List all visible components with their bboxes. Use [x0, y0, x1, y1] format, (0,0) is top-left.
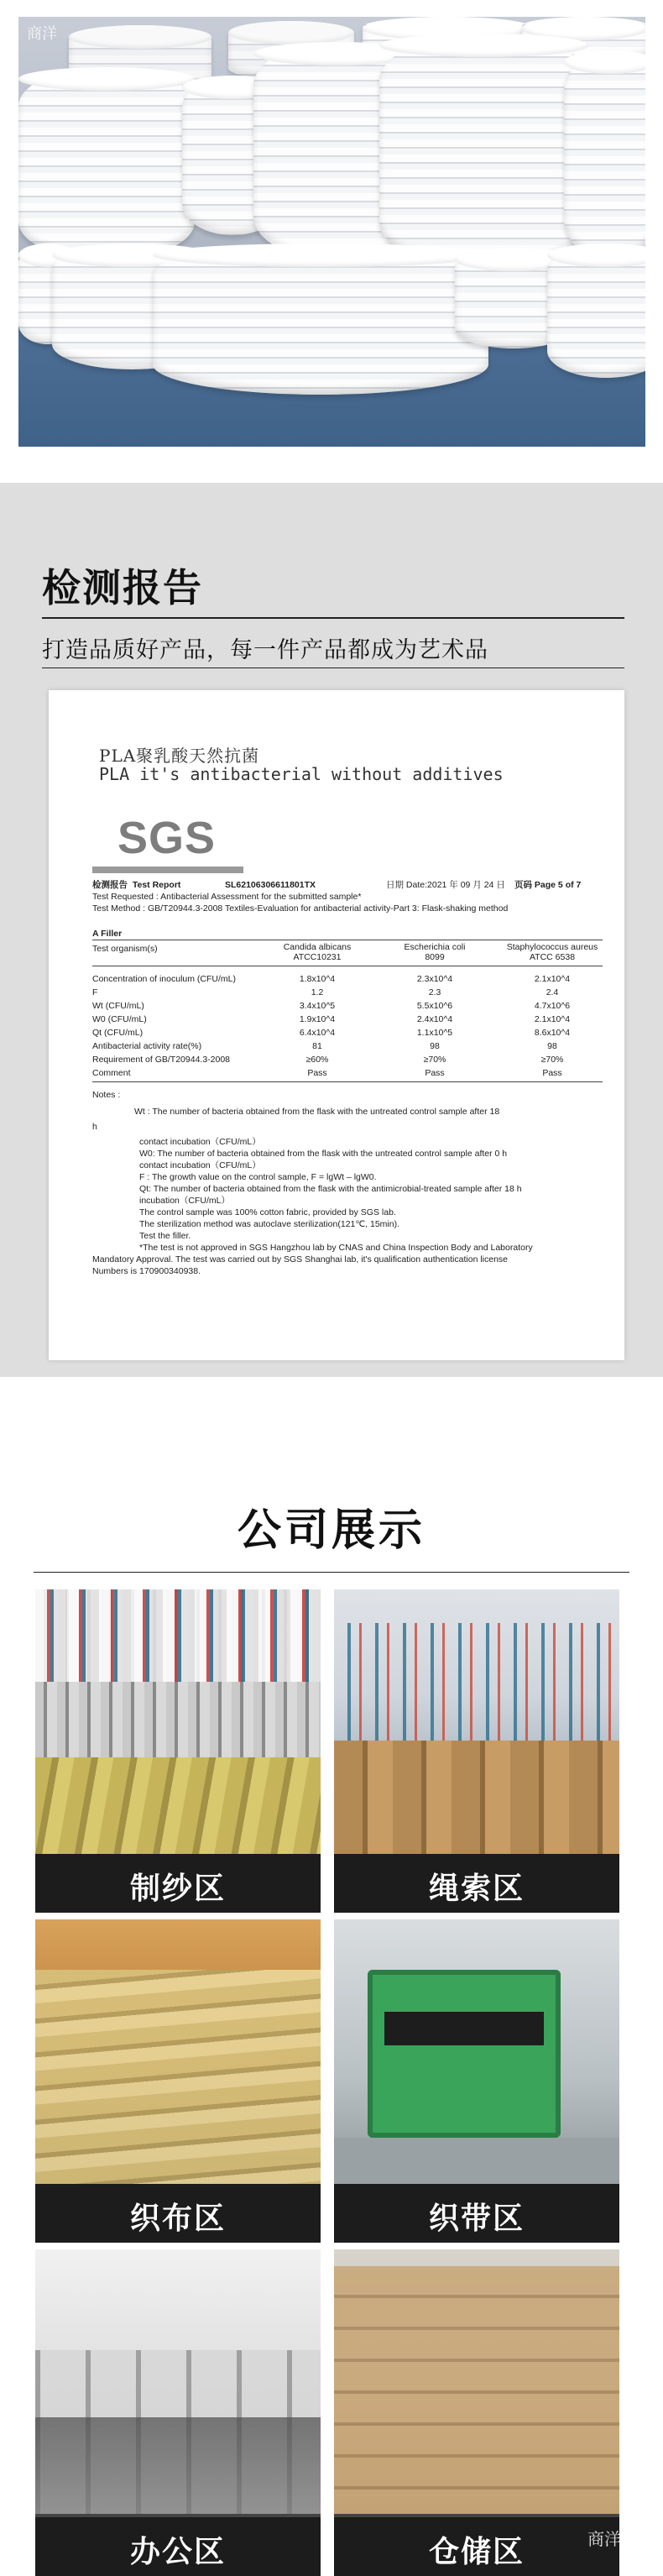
- table-row-label: Comment: [92, 1068, 131, 1078]
- note-line: W0: The number of bacteria obtained from the flask with the untreated control sample after 0 h: [139, 1149, 508, 1159]
- area-label: 办公区: [129, 2534, 226, 2569]
- note-line: *The test is not approved in SGS Hangzhou lab by CNAS and China Inspection Body and Laboratory: [139, 1243, 533, 1253]
- note-line: The control sample was 100% cotton fabric, provided by SGS lab.: [139, 1207, 396, 1217]
- table-cell: Pass: [425, 1068, 445, 1078]
- sgs-certificate: [49, 690, 624, 1360]
- watermark-text: 商洋: [27, 25, 57, 43]
- divider: [42, 617, 624, 619]
- table-cell: Pass: [307, 1068, 327, 1078]
- area-label: 绳索区: [428, 1871, 525, 1906]
- watermark-text: 商洋: [587, 2529, 621, 2549]
- table-cell: 2.1x10^4: [534, 1014, 571, 1024]
- showcase-title: 公司展示: [237, 1505, 425, 1556]
- table-row-label: Antibacterial activity rate(%): [92, 1041, 202, 1051]
- table-cell: Pass: [542, 1068, 562, 1078]
- note-line: Wt : The number of bacteria obtained from the flask with the untreated control sample after 18: [134, 1107, 500, 1117]
- area-card-warehouse: [334, 2249, 619, 2576]
- table-cell: 2.1x10^4: [534, 974, 571, 984]
- table-cell: ≥60%: [305, 1055, 329, 1065]
- report-number: SL62106306611801TX: [225, 880, 316, 890]
- note-line: contact incubation（CFU/mL）: [139, 1137, 261, 1147]
- area-label: 仓储区: [428, 2534, 525, 2569]
- area-card-weaving: [35, 1919, 321, 2243]
- table-cell: 81: [312, 1041, 322, 1051]
- note-line: Numbers is 170900340938.: [92, 1266, 201, 1276]
- table-header-col: Candida albicans ATCC10231: [283, 942, 352, 962]
- table-cell: 2.3: [428, 987, 441, 997]
- area-label: 制纱区: [129, 1871, 226, 1906]
- section-label: A Filler: [92, 929, 123, 939]
- table-header-col: Staphylococcus aureus ATCC 6538: [506, 942, 598, 962]
- note-line: contact incubation（CFU/mL）: [139, 1160, 261, 1170]
- divider: [34, 1572, 629, 1573]
- table-cell: 2.4: [546, 987, 559, 997]
- note-line: Test the filler.: [139, 1231, 191, 1241]
- report-label: 检测报告 Test Report: [92, 880, 181, 890]
- table-cell: 4.7x10^6: [534, 1001, 571, 1011]
- area-label: 织带区: [428, 2201, 525, 2236]
- notes-label: Notes :: [92, 1090, 121, 1100]
- table-header-label: Test organism(s): [92, 944, 158, 954]
- table-header-col: Escherichia coli 8099: [404, 942, 466, 962]
- certificate-heading-cn: PLA聚乳酸天然抗菌: [99, 746, 260, 766]
- note-line: h: [92, 1122, 97, 1132]
- table-cell: 2.4x10^4: [416, 1014, 453, 1024]
- table-row-label: F: [92, 987, 98, 997]
- table-cell: 8.6x10^4: [534, 1028, 571, 1038]
- table-cell: ≥70%: [540, 1055, 564, 1065]
- table-cell: 3.4x10^5: [299, 1001, 336, 1011]
- table-row-label: Qt (CFU/mL): [92, 1028, 144, 1038]
- section-tagline: 打造品质好产品，每一件产品都成为艺术品: [42, 637, 488, 663]
- report-date: 日期 Date:2021 年 09 月 24 日: [386, 880, 505, 890]
- table-cell: 2.3x10^4: [416, 974, 453, 984]
- table-cell: ≥70%: [423, 1055, 446, 1065]
- table-row-label: Wt (CFU/mL): [92, 1001, 144, 1011]
- table-cell: 1.1x10^5: [416, 1028, 453, 1038]
- table-cell: 1.9x10^4: [299, 1014, 336, 1024]
- table-cell: 5.5x10^6: [416, 1001, 453, 1011]
- table-cell: 98: [547, 1041, 557, 1051]
- sgs-logo-bar: [92, 867, 243, 873]
- table-row-label: W0 (CFU/mL): [92, 1014, 147, 1024]
- note-line: Qt: The number of bacteria obtained from the flask with the antimicrobial-treated sample after 18 h: [139, 1184, 522, 1194]
- area-card-office: [35, 2249, 321, 2576]
- note-line: F : The growth value on the control sample, F = lgWt – lgW0.: [139, 1172, 377, 1182]
- table-row-label: Requirement of GB/T20944.3-2008: [92, 1055, 231, 1065]
- area-card-webbing: [334, 1919, 619, 2243]
- table-cell: 6.4x10^4: [299, 1028, 336, 1038]
- table-cell: 1.2: [311, 987, 324, 997]
- sgs-logo: SGS: [117, 813, 217, 863]
- area-card-yarn: [35, 1589, 321, 1913]
- table-cell: 98: [430, 1041, 440, 1051]
- note-line: Mandatory Approval. The test was carried out by SGS Shanghai lab, it's qualification authentication license: [92, 1254, 509, 1264]
- table-cell: 1.8x10^4: [299, 974, 336, 984]
- warehouse-photo: [18, 17, 645, 447]
- table-row-label: Concentration of inoculum (CFU/mL): [92, 974, 236, 984]
- note-line: The sterilization method was autoclave sterilization(121℃, 15min).: [139, 1219, 400, 1229]
- report-page: 页码 Page 5 of 7: [514, 880, 582, 890]
- test-method: Test Method : GB/T20944.3-2008 Textiles-Evaluation for antibacterial activity-Part 3: Flask-shaking method: [92, 903, 509, 914]
- test-requested: Test Requested : Antibacterial Assessment for the submitted sample*: [92, 892, 362, 902]
- section-title: 检测报告: [42, 565, 203, 610]
- note-line: incubation（CFU/mL）: [139, 1196, 230, 1206]
- area-card-rope: [334, 1589, 619, 1913]
- certificate-heading-en: PLA it's antibacterial without additives: [99, 764, 504, 784]
- area-label: 织布区: [129, 2201, 226, 2236]
